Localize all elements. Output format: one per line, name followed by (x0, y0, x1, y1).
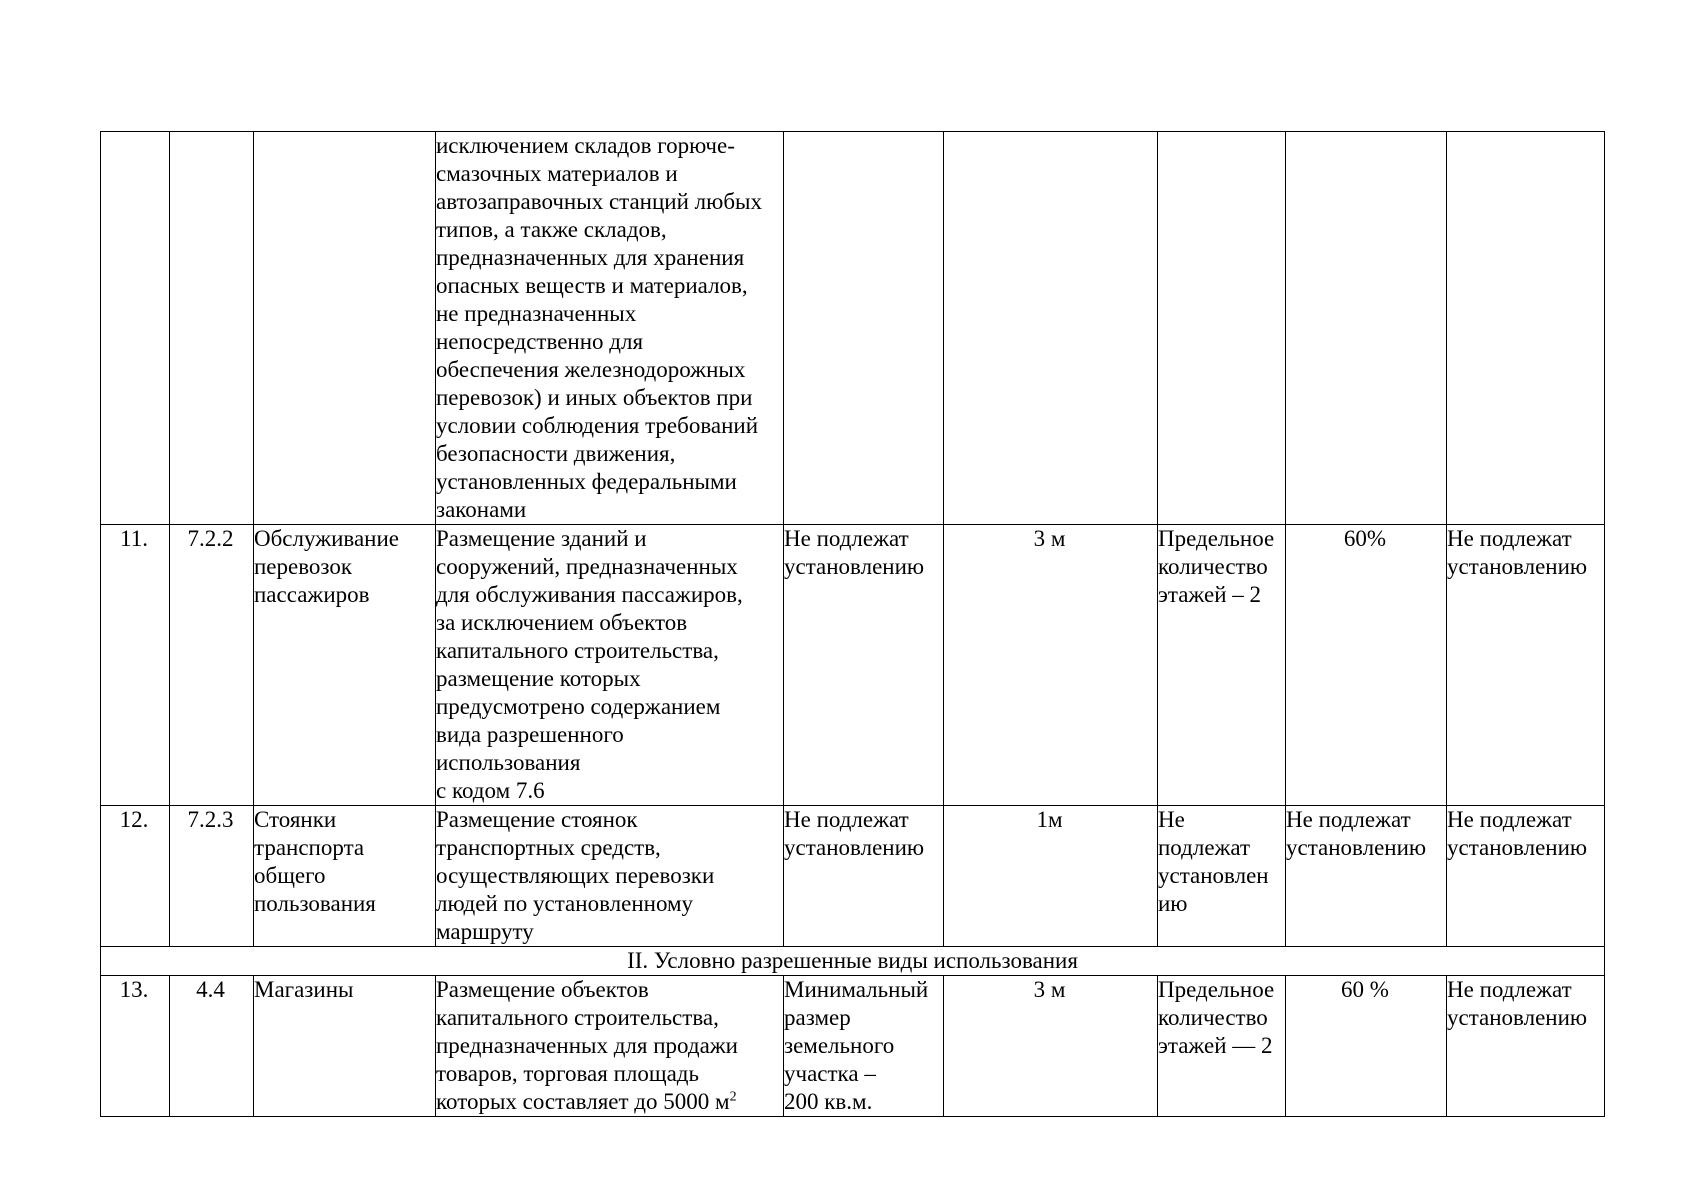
other-params (1447, 132, 1605, 525)
section-header-row (101, 947, 1605, 976)
use-code: 7.2.3 (170, 806, 254, 947)
max-coverage: 60 % (1286, 976, 1447, 1117)
plot-area: Не подлежат установлению (784, 806, 944, 947)
plot-area: Минимальный размер земельного участка – 200 кв.м. (784, 976, 944, 1117)
max-floors: Предельное количество этажей – 2 (1158, 525, 1286, 806)
min-indent: 3 м (944, 525, 1158, 806)
section-title: II. Условно разрешенные виды использования (101, 947, 1605, 976)
use-description (436, 976, 784, 1117)
use-name: Обслуживание перевозок пассажиров (254, 525, 436, 806)
other-params: Не подлежат установлению (1447, 525, 1605, 806)
area-unit-superscript: 2 (729, 1089, 737, 1105)
row-number: 12. (101, 806, 170, 947)
max-floors (1158, 132, 1286, 525)
max-coverage: Не подлежат установлению (1286, 806, 1447, 947)
table-row (101, 976, 1605, 1117)
regulations-table (100, 131, 1605, 1117)
row-number (101, 132, 170, 525)
other-params: Не подлежат установлению (1447, 976, 1605, 1117)
min-indent: 3 м (944, 976, 1158, 1117)
use-name: Стоянки транспорта общего пользования (254, 806, 436, 947)
max-coverage: 60% (1286, 525, 1447, 806)
table-row (101, 132, 1605, 525)
use-name (254, 132, 436, 525)
row-number: 11. (101, 525, 170, 806)
other-params: Не подлежат установлению (1447, 806, 1605, 947)
use-description: Размещение зданий и сооружений, предназначенных для обслуживания пассажиров, за исключением объектов капитального строительства, размещение которых предусмотрено содержанием вида разрешенного использования с кодом 7.6 (436, 525, 784, 806)
use-description-text: Размещение объектов капитального строительства, предназначенных для продажи товаров, торговая площадь которых составляет до 5000 м (436, 977, 738, 1114)
row-number: 13. (101, 976, 170, 1117)
use-name: Магазины (254, 976, 436, 1117)
max-coverage (1286, 132, 1447, 525)
plot-area: Не подлежат установлению (784, 525, 944, 806)
table-row (101, 806, 1605, 947)
min-indent: 1м (944, 806, 1158, 947)
plot-area (784, 132, 944, 525)
use-description: исключением складов горюче- смазочных материалов и автозаправочных станций любых типов, а также складов, предназначенных для хранения опасных веществ и материалов, не предназначенных непосредственно для обеспечения железнодорожных перевозок) и иных объектов при условии соблюдения требований безопасности движения, установленных федеральными законами (436, 132, 784, 525)
min-indent (944, 132, 1158, 525)
use-code (170, 132, 254, 525)
max-floors: Предельное количество этажей — 2 (1158, 976, 1286, 1117)
use-code: 7.2.2 (170, 525, 254, 806)
use-code: 4.4 (170, 976, 254, 1117)
use-description: Размещение стоянок транспортных средств, осуществляющих перевозки людей по установленному маршруту (436, 806, 784, 947)
table-row (101, 525, 1605, 806)
max-floors: Не подлежат установлен ию (1158, 806, 1286, 947)
